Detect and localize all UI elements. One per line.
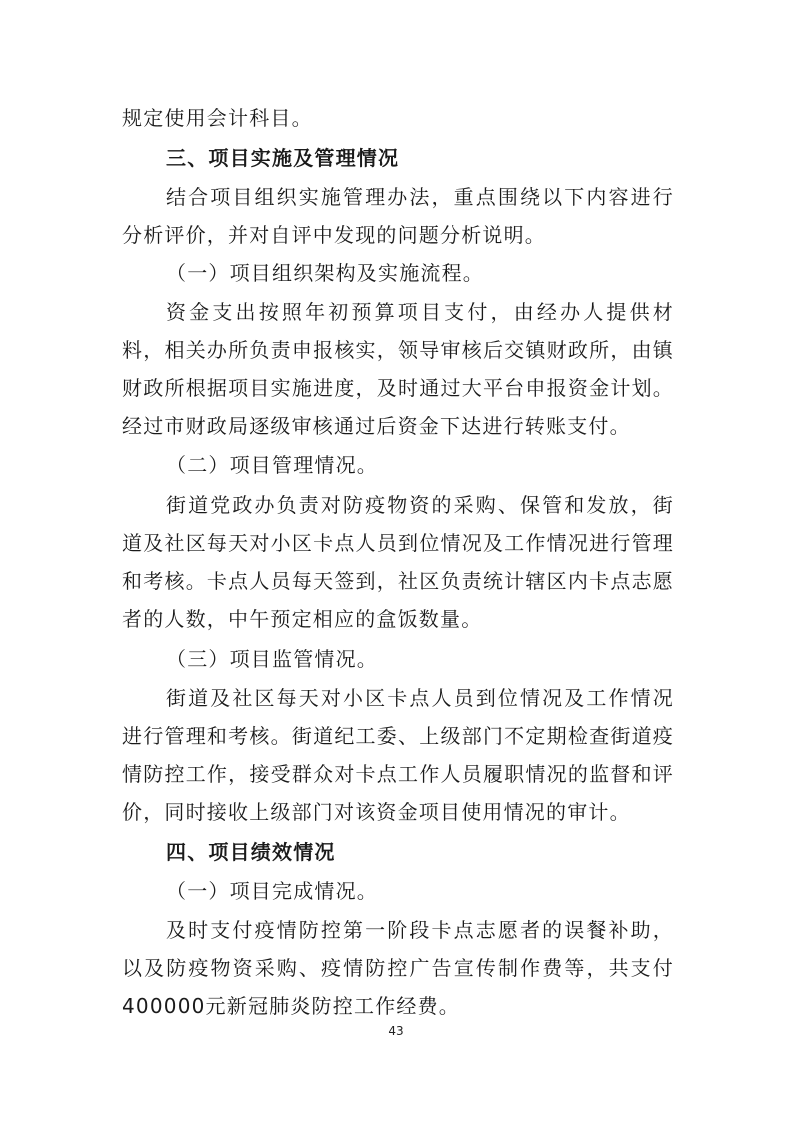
subheading-3: （三）项目监管情况。 bbox=[166, 647, 378, 671]
paragraph-intro: 结合项目组织实施管理办法，重点围绕以下内容进行分析评价，并对自评中发现的问题分析说明。 bbox=[122, 185, 674, 247]
paragraph-continuation: 规定使用会计科目。 bbox=[122, 106, 313, 130]
page-number: 43 bbox=[388, 1024, 404, 1038]
paragraph-supervision: 街道及社区每天对小区卡点人员到位情况及工作情况进行管理和考核。街道纪工委、上级部门不定期检查街道疫情防控工作，接受群众对卡点工作人员履职情况的监督和评价，同时接收上级部门对该资金项目使用情况的审计。 bbox=[122, 686, 674, 824]
subheading-4: （一）项目完成情况。 bbox=[166, 879, 378, 903]
subheading-2: （二）项目管理情况。 bbox=[166, 453, 378, 477]
paragraph-management: 街道党政办负责对防疫物资的采购、保管和发放，街道及社区每天对小区卡点人员到位情况及工作情况进行管理和考核。卡点人员每天签到，社区负责统计辖区内卡点志愿者的人数，中午预定相应的盒饭数量。 bbox=[122, 493, 674, 631]
subheading-1: （一）项目组织架构及实施流程。 bbox=[166, 261, 484, 285]
section-heading-4: 四、项目绩效情况 bbox=[166, 840, 336, 864]
section-heading-3: 三、项目实施及管理情况 bbox=[166, 146, 400, 170]
paragraph-process: 资金支出按照年初预算项目支付，由经办人提供材料，相关办所负责申报核实，领导审核后交镇财政所，由镇财政所根据项目实施进度，及时通过大平台申报资金计划。经过市财政局逐级审核通过后资金下达进行转账支付。 bbox=[122, 300, 674, 438]
paragraph-completion: 及时支付疫情防控第一阶段卡点志愿者的误餐补助，以及防疫物资采购、疫情防控广告宣传制作费等，共支付400000元新冠肺炎防控工作经费。 bbox=[122, 918, 674, 1018]
